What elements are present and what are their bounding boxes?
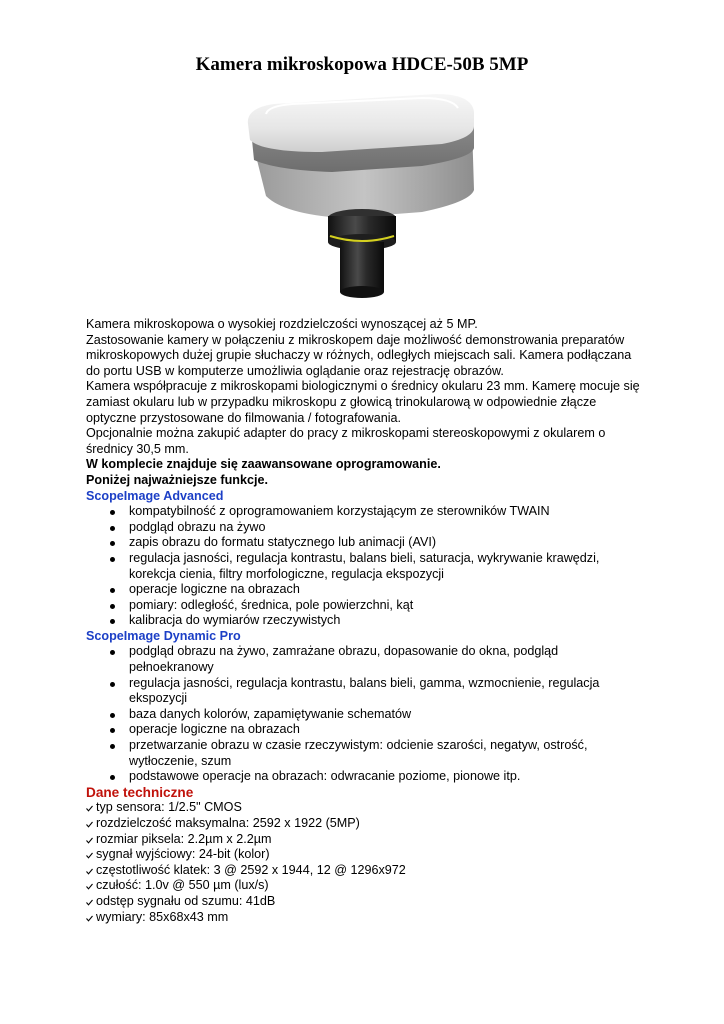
- check-arrow-icon: [86, 915, 93, 922]
- bullet-dot-icon: [110, 619, 115, 624]
- spec-item: wymiary: 85x68x43 mm: [86, 910, 646, 926]
- intro-paragraph: Opcjonalnie można zakupić adapter do pracy z mikroskopami stereoskopowymi z okularem o średnicy 30,5 mm.: [86, 426, 606, 456]
- spec-item: czułość: 1.0v @ 550 µm (lux/s): [86, 878, 646, 894]
- specs-list: [86, 800, 646, 925]
- list-item: regulacja jasności, regulacja kontrastu, balans bieli, saturacja, wykrywanie krawędzi, korekcja cienia, filtry morfologiczne, regulacja ekspozycji: [86, 551, 646, 582]
- spec-item: częstotliwość klatek: 3 @ 2592 x 1944, 12 @ 1296x972: [86, 863, 646, 879]
- check-arrow-icon: [86, 899, 93, 906]
- list-item: baza danych kolorów, zapamiętywanie schematów: [86, 707, 646, 723]
- bullet-dot-icon: [110, 744, 115, 749]
- spec-item: odstęp sygnału od szumu: 41dB: [86, 894, 646, 910]
- list-item: kompatybilność z oprogramowaniem korzystającym ze sterowników TWAIN: [86, 504, 646, 520]
- intro-paragraph: Zastosowanie kamery w połączeniu z mikroskopem daje możliwość demonstrowania preparatów mikroskopowych dużej grupie słuchaczy w różnych, odległych miejscach sali. Kamera podłączana do portu USB w komputerze umożliwia oglądanie oraz rejestrację obrazów.: [86, 332, 632, 378]
- dynamic-heading: ScopeImage Dynamic Pro: [86, 628, 241, 643]
- list-item: podgląd obrazu na żywo, zamrażane obrazu, dopasowanie do okna, podgląd pełnoekranowy: [86, 644, 646, 675]
- list-item: zapis obrazu do formatu statycznego lub animacji (AVI): [86, 535, 646, 551]
- list-item: operacje logiczne na obrazach: [86, 582, 646, 598]
- bullet-dot-icon: [110, 526, 115, 531]
- specs-heading: Dane techniczne: [86, 784, 194, 800]
- features-note: Poniżej najważniejsze funkcje.: [86, 472, 268, 487]
- intro-paragraph: Kamera współpracuje z mikroskopami biologicznymi o średnicy okularu 23 mm. Kamerę mocuje się zamiast okularu lub w przypadku mikroskopu z głowicą trinokularową w odpowiednie złącze optyczne przystosowane do filmowania / fotografowania.: [86, 379, 640, 425]
- bullet-dot-icon: [110, 682, 115, 687]
- list-item: podgląd obrazu na żywo: [86, 520, 646, 536]
- bullet-dot-icon: [110, 541, 115, 546]
- check-arrow-icon: [86, 868, 93, 875]
- list-item: kalibracja do wymiarów rzeczywistych: [86, 613, 646, 629]
- list-item: pomiary: odległość, średnica, pole powierzchni, kąt: [86, 598, 646, 614]
- dynamic-feature-list: [86, 644, 646, 784]
- check-arrow-icon: [86, 821, 93, 828]
- bullet-dot-icon: [110, 775, 115, 780]
- check-arrow-icon: [86, 805, 93, 812]
- intro-paragraph: Kamera mikroskopowa o wysokiej rozdzielczości wynoszącej aż 5 MP.: [86, 317, 478, 331]
- page-title: Kamera mikroskopowa HDCE-50B 5MP: [195, 54, 529, 75]
- check-arrow-icon: [86, 883, 93, 890]
- spec-item: typ sensora: 1/2.5" CMOS: [86, 800, 646, 816]
- list-item: operacje logiczne na obrazach: [86, 722, 646, 738]
- list-item: przetwarzanie obrazu w czasie rzeczywistym: odcienie szarości, negatyw, ostrość, wytłoczenie, szum: [86, 738, 646, 769]
- software-note: W komplecie znajduje się zaawansowane oprogramowanie.: [86, 457, 441, 472]
- spec-item: sygnał wyjściowy: 24-bit (kolor): [86, 847, 646, 863]
- camera-product-image: [222, 86, 502, 308]
- bullet-dot-icon: [110, 588, 115, 593]
- bullet-dot-icon: [110, 604, 115, 609]
- spec-item: rozmiar piksela: 2.2µm x 2.2µm: [86, 832, 646, 848]
- spec-item: rozdzielczość maksymalna: 2592 x 1922 (5MP): [86, 816, 646, 832]
- check-arrow-icon: [86, 837, 93, 844]
- bullet-dot-icon: [110, 557, 115, 562]
- bullet-dot-icon: [110, 728, 115, 733]
- advanced-feature-list: [86, 504, 646, 629]
- list-item: podstawowe operacje na obrazach: odwracanie poziome, pionowe itp.: [86, 769, 646, 785]
- check-arrow-icon: [86, 852, 93, 859]
- list-item: regulacja jasności, regulacja kontrastu, balans bieli, gamma, wzmocnienie, regulacja ekspozycji: [86, 676, 646, 707]
- document-body: [86, 317, 646, 925]
- bullet-dot-icon: [110, 713, 115, 718]
- advanced-heading: ScopeImage Advanced: [86, 488, 224, 503]
- bullet-dot-icon: [110, 510, 115, 515]
- bullet-dot-icon: [110, 650, 115, 655]
